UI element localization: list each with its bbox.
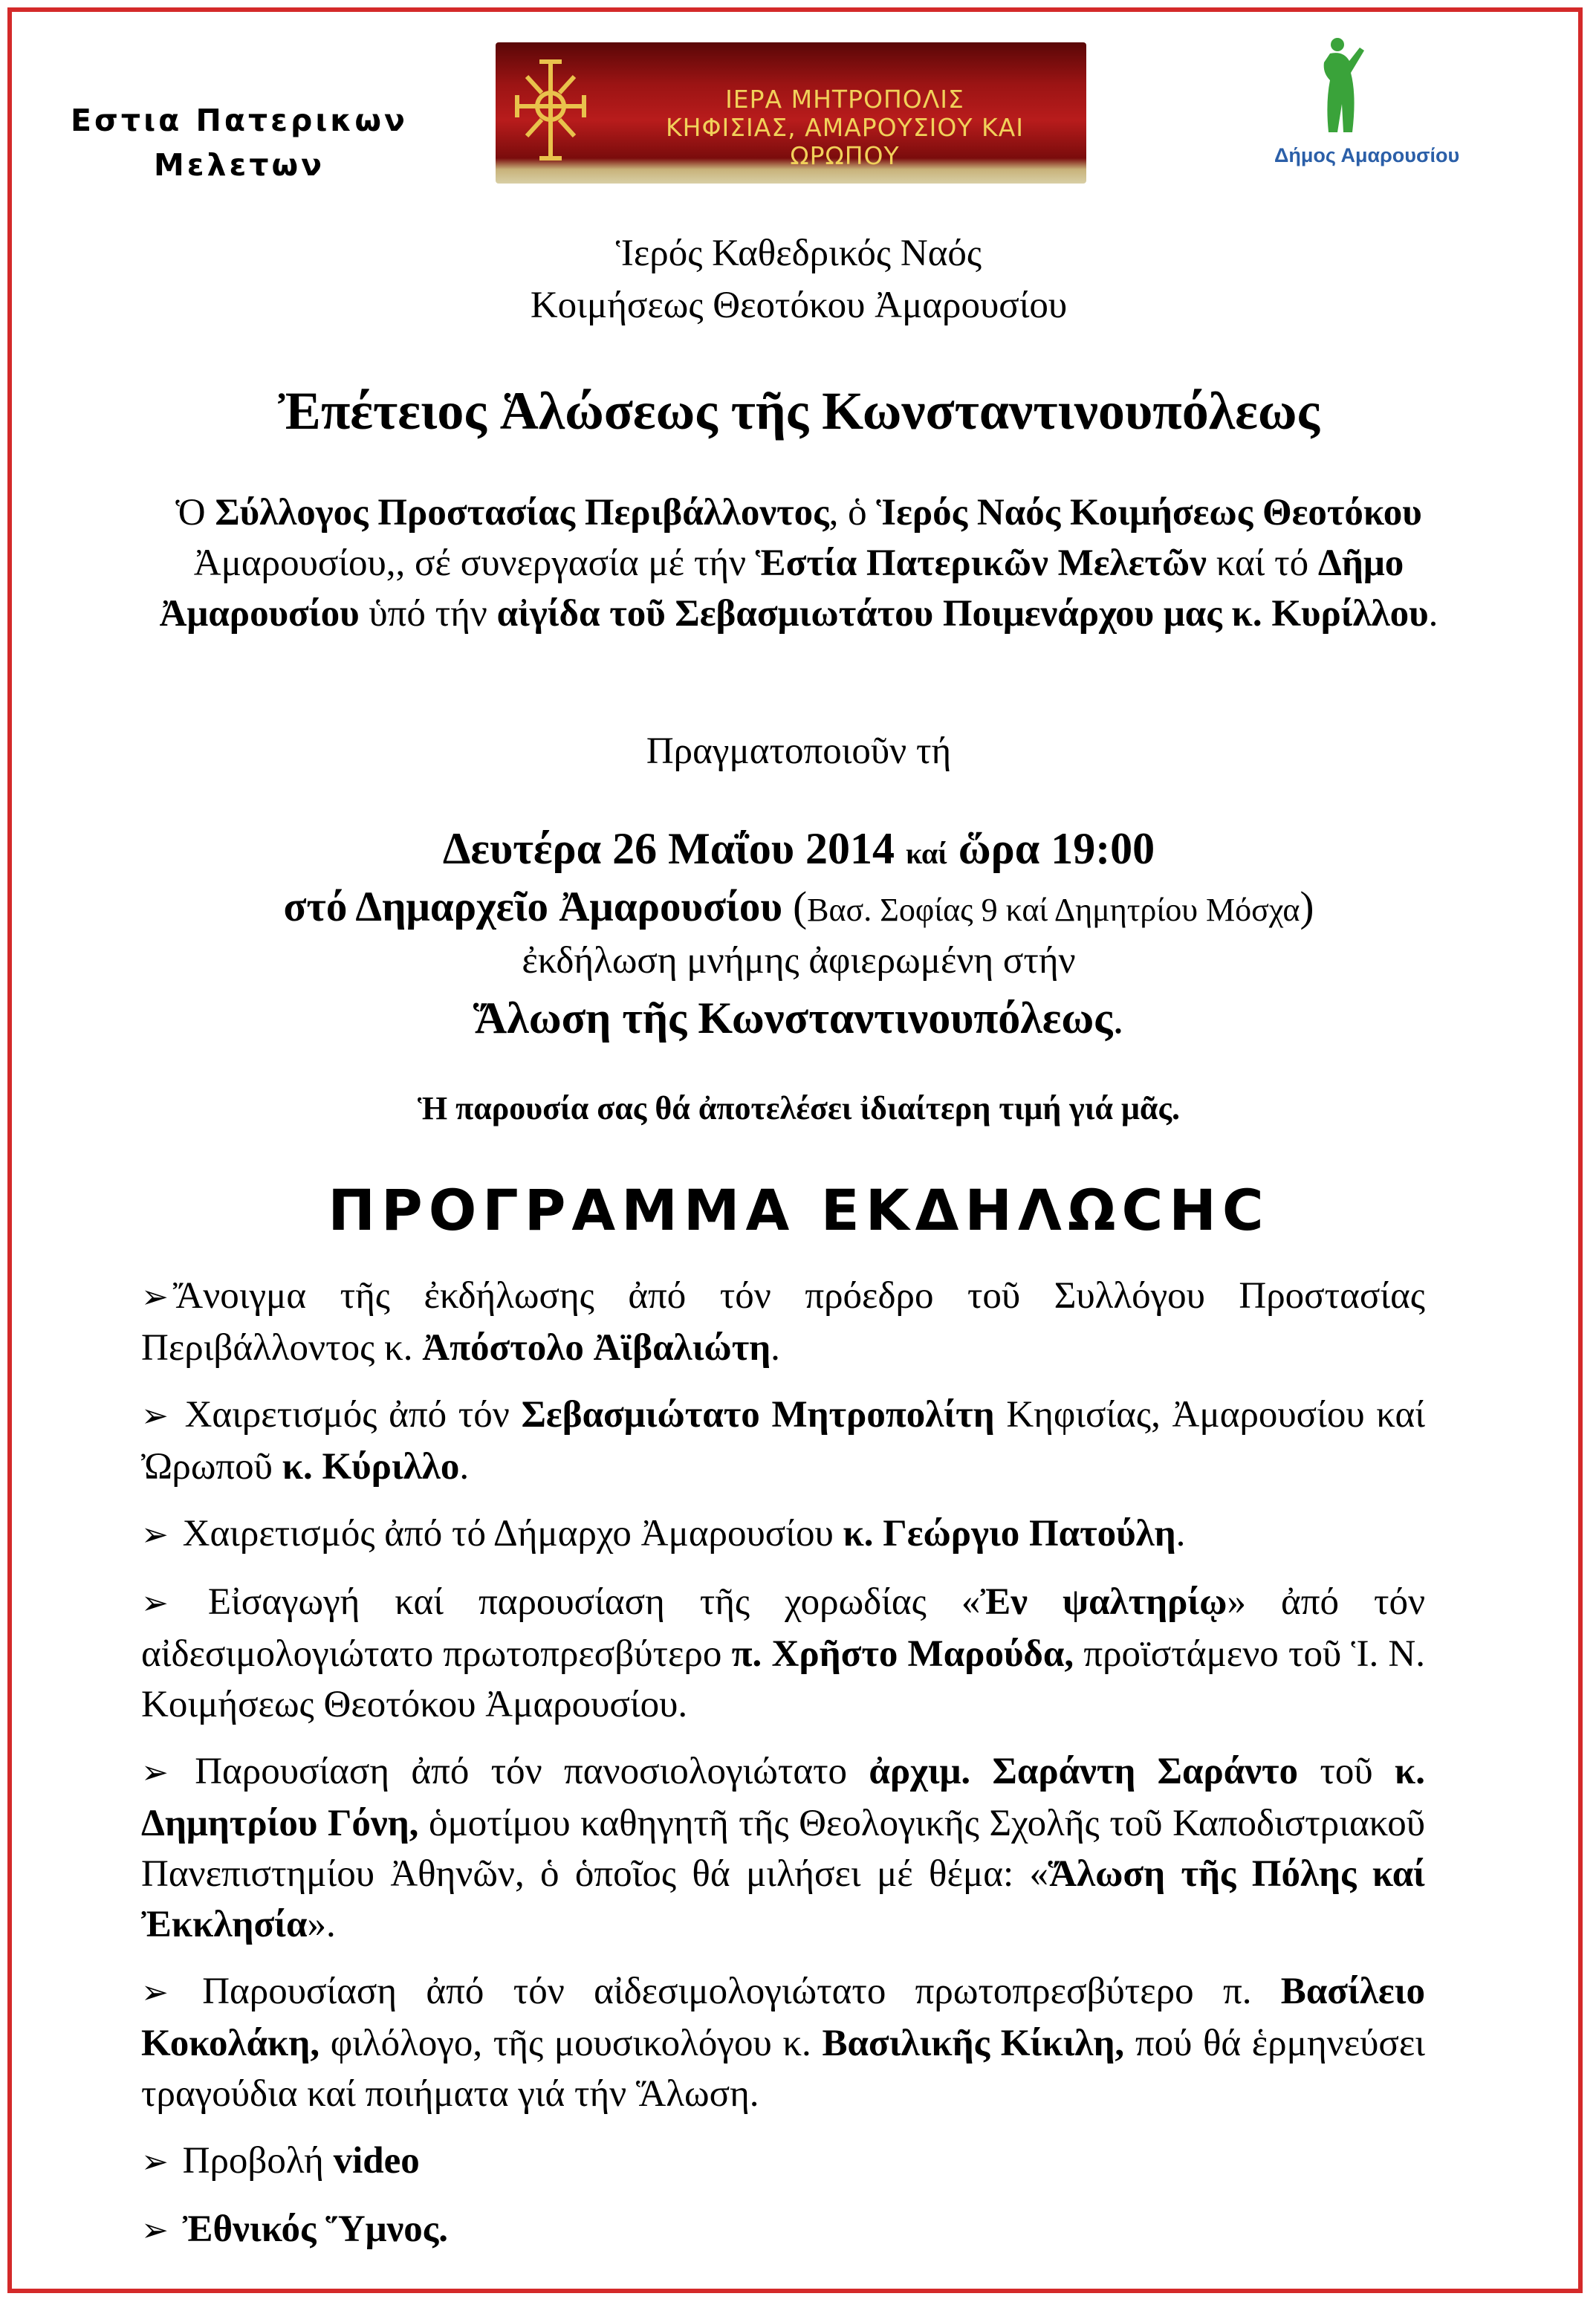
intro-paragraph [156,487,1441,639]
item-bold: κ. Κύριλλο [282,1446,460,1488]
page-title: Ἐπέτειος Ἁλώσεως τῆς Κωνσταντινουπόλεως [278,381,1320,441]
item-text: ὁμοτίμου καθηγητῆ τῆς Θεολογικῆς Σχολῆς τοῦ Καποδιστριακοῦ Πανεπιστημίου Ἀθηνῶν, ὁ ὁποῖος θά μιλήσει μέ θέμα: « [141,1803,1425,1895]
topic-period: . [1112,993,1124,1043]
perform-line: Πραγματοποιοῦν τή [646,730,952,772]
item-text: τοῦ [1298,1751,1395,1792]
estia-logo [68,98,410,187]
item-bold: ἀρχιμ. Σαράντη Σαράντο [869,1751,1299,1792]
event-topic [111,993,1486,1044]
venue-place: στό Δημαρχεῖο Ἀμαρουσίου [283,884,782,930]
metropolis-banner [496,42,1086,184]
item-bold: Σεβασμιώτατο Μητροπολίτη [521,1394,995,1436]
item-text: Ἄνοιγμα τῆς ἐκδήλωσης ἀπό τόν πρόεδρο τοῦ Συλλόγου Προστασίας Περιβάλλοντος κ. [141,1275,1425,1369]
item-text: πού θά ἑρμηνεύσει τραγούδια καί ποιήματα γιά τήν Ἅλωση. [141,2023,1425,2115]
list-item [141,1271,1425,1373]
bullet-arrow-icon: ➢ [141,2143,169,2181]
item-bold: Βασιλικῆς Κίκιλη, [822,2023,1125,2064]
event-venue [111,883,1486,931]
list-item [141,1966,1425,2119]
bullet-arrow-icon: ➢ [141,1754,169,1792]
intro-text: Ὁ [175,492,215,534]
topic-text: Ἅλωση τῆς Κωνσταντινουπόλεως [473,993,1113,1043]
list-item [141,2136,1425,2188]
item-text: ». [307,1904,336,1945]
item-text: . [771,1327,780,1369]
intro-bold: αἰγίδα τοῦ Σεβασμιωτάτου Ποιμενάρχου μας κ. Κυρίλλου [496,593,1429,635]
venue-address: Βασ. Σοφίας 9 καί Δημητρίου Μόσχα [807,892,1300,928]
banner-title [607,85,1083,170]
item-bold: Ἅλωση τῆς Πόλης καί Ἐκκλησία [141,1853,1425,1945]
item-text: » ἀπό τόν αἰδεσιμολογιώτατο πρωτοπρεσβύτερο [141,1581,1426,1675]
item-text: Προβολή [172,2140,334,2182]
banner-line-1: ΙΕΡΑ ΜΗΤΡΟΠΟΛΙΣ [725,85,964,114]
bullet-arrow-icon: ➢ [141,2211,169,2249]
municipality-name: Δήμος Αμαρουσίου [1274,144,1460,166]
list-item [141,1577,1425,1730]
intro-bold: Σύλλογος Προστασίας Περιβάλλοντος [215,492,829,534]
church-name [111,227,1486,331]
bullet-arrow-icon: ➢ [141,1974,169,2011]
statue-figure-icon [1308,36,1375,140]
event-datetime [111,823,1486,875]
item-bold: κ. Δημητρίου Γόνη, [141,1751,1425,1844]
intro-bold: Ἱερός Ναός Κοιμήσεως Θεοτόκου [876,492,1422,534]
event-and: καί [905,837,947,870]
item-bold: Ἐθνικός Ὕμνος. [182,2208,449,2250]
intro-text: ὑπό τήν [359,593,497,635]
item-text: Παρουσίαση ἀπό τόν πανοσιολογιώτατο [172,1751,869,1792]
item-text: . [459,1446,470,1488]
list-item [141,2204,1425,2256]
intro-text: . [1428,593,1438,635]
intro-text: , ὁ [828,492,877,534]
municipality-logo [1274,36,1460,184]
intro-text: καί τό [1206,542,1318,584]
church-line-1: Ἱερός Καθεδρικός Ναός [615,233,982,274]
item-text: προϊστάμενο τοῦ Ἱ. Ν. Κοιμήσεως Θεοτόκου Ἀμαρουσίου. [141,1633,1425,1725]
banner-line-2: ΚΗΦΙΣΙΑΣ, ΑΜΑΡΟΥΣΙΟΥ ΚΑΙ ΩΡΩΠΟΥ [666,113,1024,170]
bullet-arrow-icon: ➢ [141,1278,169,1316]
item-text: Παρουσίαση ἀπό τόν αἰδεσιμολογιώτατο πρωτοπρεσβύτερο π. [172,1971,1281,2012]
item-text: Χαιρετισμός ἀπό τό Δήμαρχο Ἀμαρουσίου [172,1513,843,1555]
item-bold: Ἀπόστολο Ἀϊβαλιώτη [422,1327,771,1369]
church-line-2: Κοιμήσεως Θεοτόκου Ἀμαρουσίου [530,285,1068,326]
item-text [173,2208,183,2250]
item-text: Εἰσαγωγή καί παρουσίαση τῆς χορωδίας « [172,1581,981,1623]
item-text: Χαιρετισμός ἀπό τόν [172,1394,522,1436]
bullet-arrow-icon: ➢ [141,1584,169,1622]
event-time: ὥρα 19:00 [958,824,1155,873]
bullet-arrow-icon: ➢ [141,1397,169,1435]
program-heading: ΠΡΟΓΡΑΜΜΑ ΕΚΔΗΛΩCΗC [328,1177,1270,1243]
item-text: Κηφισίας, Ἀμαρουσίου καί Ὠρωποῦ [141,1394,1425,1488]
presence-note: Ἡ παρουσία σας θά ἀποτελέσει ἰδιαίτερη τιμή γιά μᾶς. [417,1090,1181,1126]
item-bold: κ. Γεώργιο Πατούλη [843,1513,1176,1555]
venue-paren-close: ) [1300,884,1314,930]
estia-logo-line-1: Εστια Πατερικων [70,103,408,138]
event-date: Δευτέρα 26 Μαΐου 2014 [442,824,895,873]
estia-logo-line-2: Μελετων [153,147,325,183]
list-item [141,1746,1425,1950]
item-bold: Ἐν ψαλτηρίῳ [980,1581,1227,1623]
item-bold: Βασίλειο Κοκολάκη, [141,1971,1425,2064]
intro-text: Ἀμαρουσίου,, σέ συνεργασία μέ τήν [193,542,756,584]
intro-bold: Ἑστία Πατερικῶν Μελετῶν [755,542,1207,584]
program-list [141,1271,1425,2272]
dedication-line: ἐκδήλωση μνήμης ἀφιερωμένη στήν [522,940,1076,982]
bullet-arrow-icon: ➢ [141,1516,169,1554]
item-text: . [1175,1513,1186,1555]
intro-bold: Δῆμο Ἀμαρουσίου [159,542,1404,635]
list-item [141,1390,1425,1492]
list-item [141,1508,1425,1560]
cross-emblem-icon [506,54,595,166]
item-bold: π. Χρῆστο Μαρούδα, [731,1633,1074,1675]
venue-paren-open: ( [782,884,808,930]
item-bold: video [333,2140,420,2182]
item-text: φιλόλογο, τῆς μουσικολόγου κ. [319,2023,823,2064]
